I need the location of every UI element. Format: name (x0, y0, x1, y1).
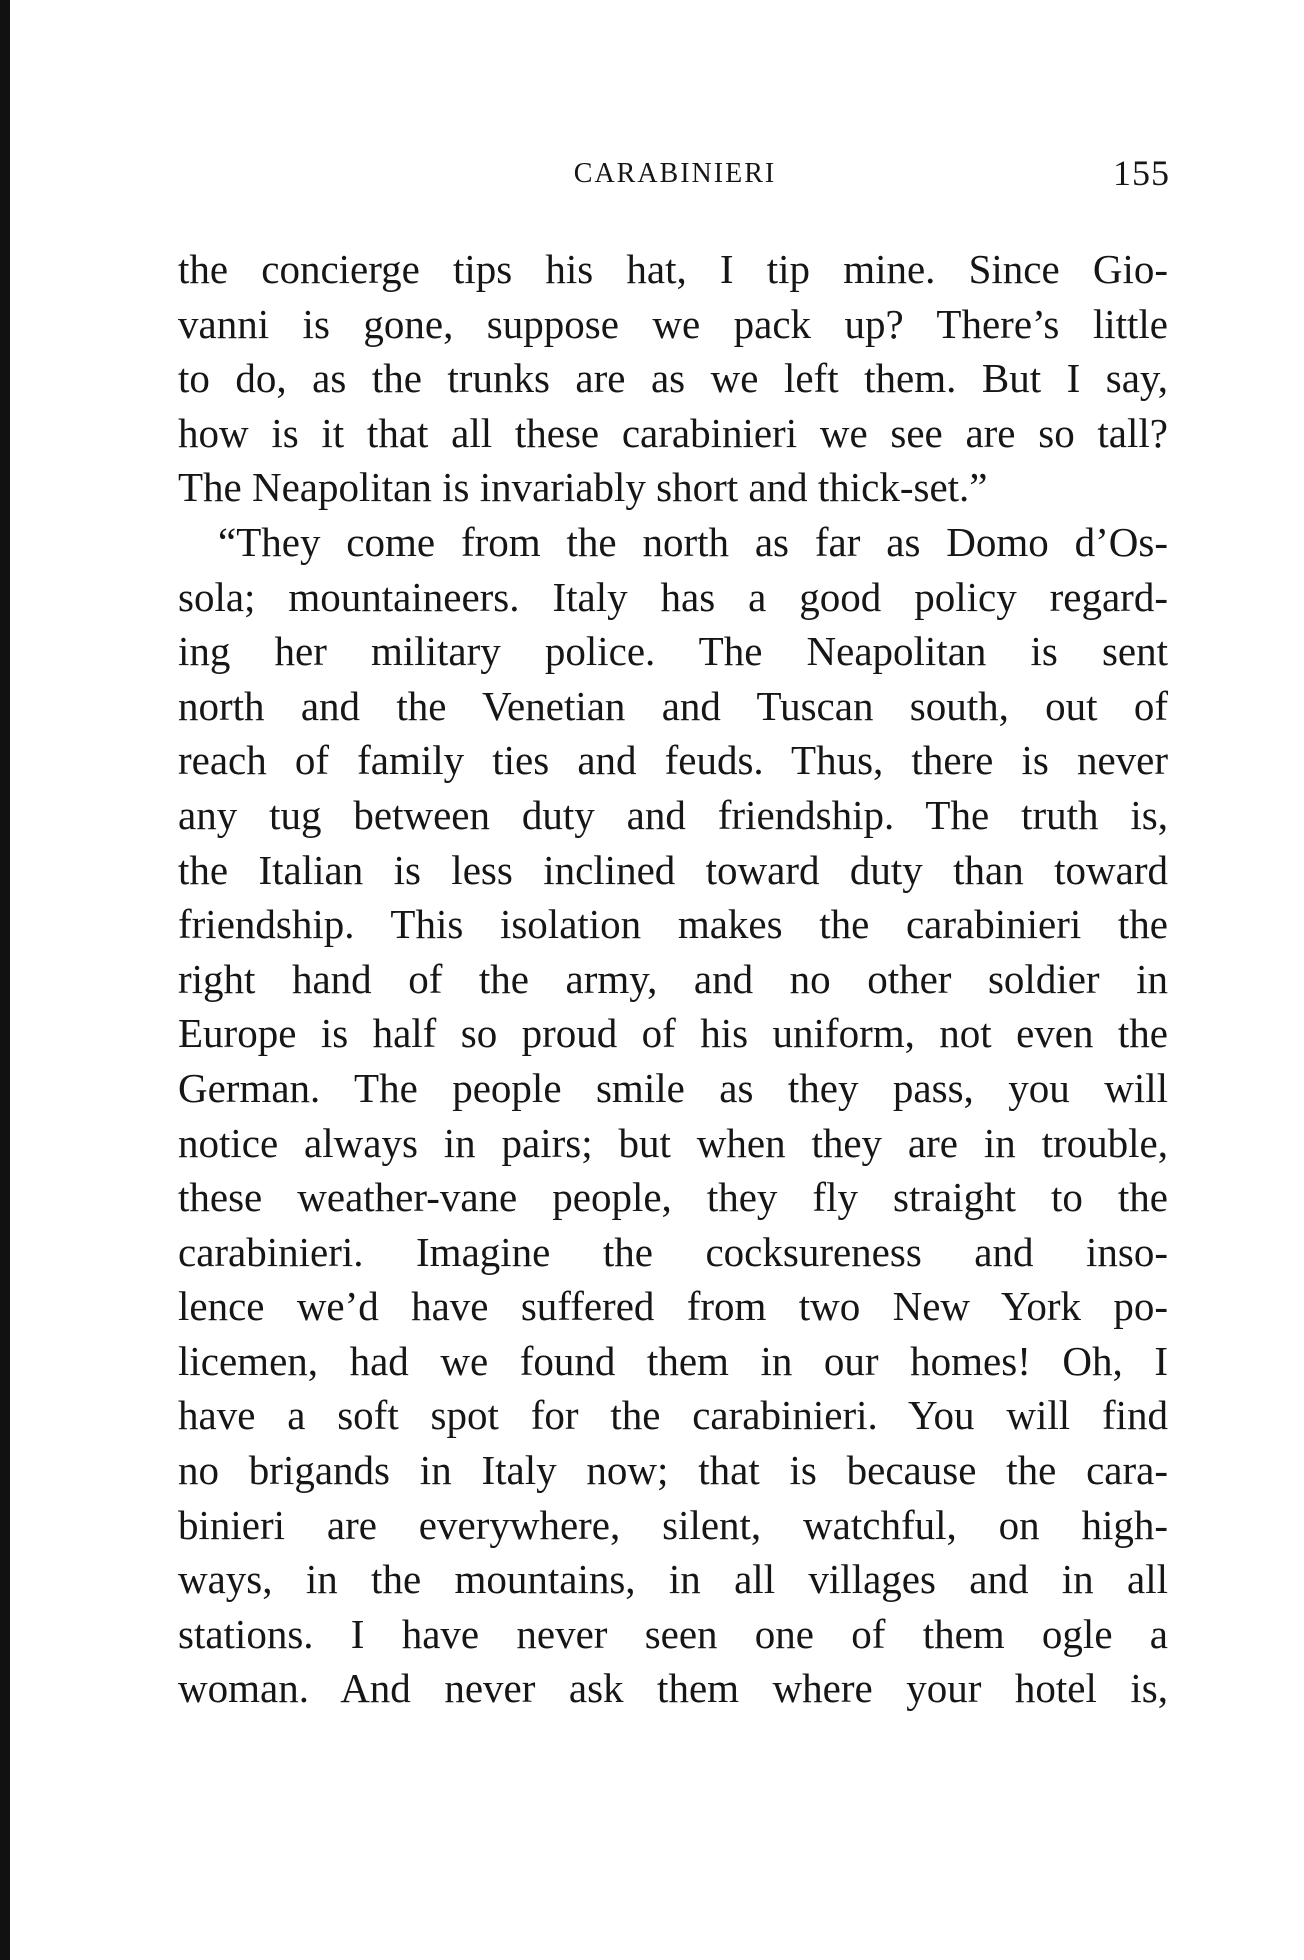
text-line: “They come from the north as far as Domo d’Os- (218, 518, 1168, 565)
text-line: reach of family ties and feuds. Thus, there is never (178, 737, 1168, 784)
paragraph-1 (178, 242, 1168, 515)
text-line: any tug between duty and friendship. The truth is, (178, 791, 1168, 838)
text-line: vanni is gone, suppose we pack up? There’s little (178, 300, 1168, 347)
page-edge-shadow (0, 0, 10, 1960)
text-line: right hand of the army, and no other soldier in (178, 955, 1168, 1002)
text-line: ways, in the mountains, in all villages and in all (178, 1556, 1168, 1603)
text-line: friendship. This isolation makes the carabinieri the (178, 901, 1168, 948)
text-line: The Neapolitan is invariably short and thick-set.” (178, 464, 988, 511)
text-line: woman. And never ask them where your hotel is, (178, 1665, 1168, 1712)
text-line: German. The people smile as they pass, you will (178, 1064, 1168, 1111)
text-line: these weather-vane people, they fly straight to the (178, 1174, 1168, 1221)
running-title: CARABINIERI (573, 158, 777, 189)
text-line: Europe is half so proud of his uniform, not even the (178, 1010, 1168, 1057)
text-line: sola; mountaineers. Italy has a good policy regard- (178, 573, 1168, 620)
text-line: to do, as the trunks are as we left them. But I say, (178, 355, 1168, 402)
text-line: ing her military police. The Neapolitan is sent (178, 628, 1168, 675)
text-line: have a soft spot for the carabinieri. You will find (178, 1392, 1168, 1439)
text-line: licemen, had we found them in our homes! Oh, I (178, 1337, 1168, 1384)
paragraph-2 (178, 515, 1168, 1716)
text-line: how is it that all these carabinieri we see are so tall? (178, 409, 1168, 456)
body-text (178, 242, 1168, 1716)
text-line: notice always in pairs; but when they are in trouble, (178, 1119, 1168, 1166)
text-line: no brigands in Italy now; that is because the cara- (178, 1447, 1168, 1494)
text-line: stations. I have never seen one of them ogle a (178, 1610, 1168, 1657)
text-line: north and the Venetian and Tuscan south, out of (178, 682, 1168, 729)
text-line: the Italian is less inclined toward duty than toward (178, 846, 1168, 893)
page-number: 155 (1113, 153, 1170, 193)
text-line: lence we’d have suffered from two New York po- (178, 1283, 1168, 1330)
running-head (180, 153, 1170, 198)
text-line: binieri are everywhere, silent, watchful, on high- (178, 1501, 1168, 1548)
text-line: carabinieri. Imagine the cocksureness and inso- (178, 1228, 1168, 1275)
text-line: the concierge tips his hat, I tip mine. Since Gio- (178, 246, 1168, 292)
